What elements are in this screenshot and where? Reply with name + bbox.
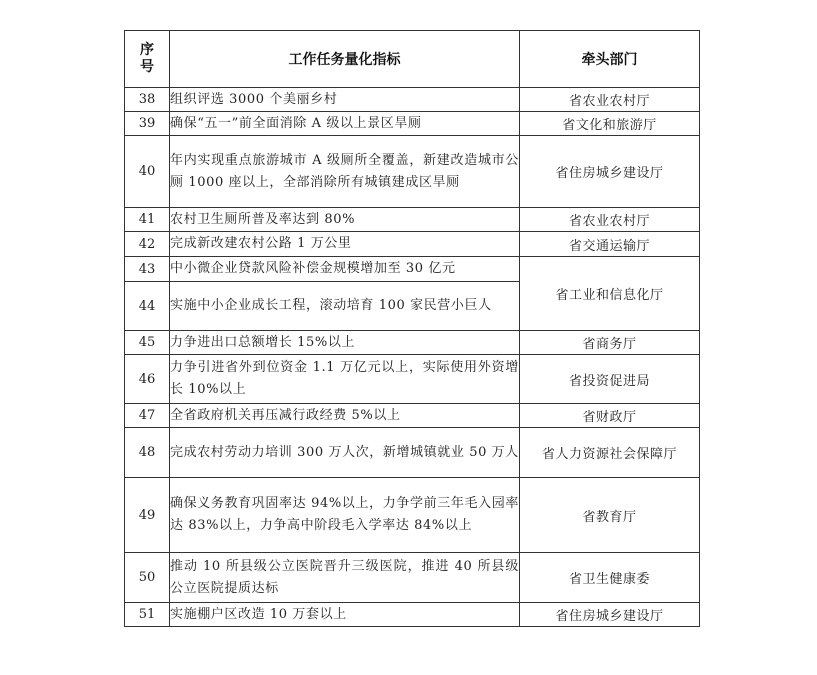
row-task: 完成农村劳动力培训 300 万人次，新增城镇就业 50 万人 bbox=[170, 428, 520, 478]
row-task: 完成新改建农村公路 1 万公里 bbox=[170, 232, 520, 257]
table-row bbox=[125, 553, 700, 603]
row-task: 确保义务教育巩固率达 94%以上，力争学前三年毛入园率达 83%以上，力争高中阶段毛入学率达 84%以上 bbox=[170, 478, 520, 553]
row-number: 42 bbox=[125, 232, 170, 257]
table-row bbox=[125, 208, 700, 232]
row-number: 46 bbox=[125, 355, 170, 404]
header-seq-label: 序 号 bbox=[140, 42, 154, 75]
row-task: 组织评选 3000 个美丽乡村 bbox=[170, 88, 520, 112]
row-dept: 省农业农村厅 bbox=[520, 208, 700, 232]
row-number: 50 bbox=[125, 553, 170, 603]
row-number: 48 bbox=[125, 428, 170, 478]
row-dept: 省卫生健康委 bbox=[520, 553, 700, 603]
table-row bbox=[125, 112, 700, 136]
task-table bbox=[124, 30, 700, 627]
row-dept: 省住房城乡建设厅 bbox=[520, 136, 700, 208]
row-task: 全省政府机关再压减行政经费 5%以上 bbox=[170, 404, 520, 428]
row-dept: 省财政厅 bbox=[520, 404, 700, 428]
header-seq bbox=[125, 31, 170, 88]
table-row bbox=[125, 428, 700, 478]
header-dept: 牵头部门 bbox=[520, 31, 700, 88]
row-task: 年内实现重点旅游城市 A 级厕所全覆盖，新建改造城市公厕 1000 座以上，全部消除所有城镇建成区旱厕 bbox=[170, 136, 520, 208]
table-row bbox=[125, 478, 700, 553]
row-task: 力争进出口总额增长 15%以上 bbox=[170, 331, 520, 355]
row-number: 44 bbox=[125, 282, 170, 331]
row-task: 实施棚户区改造 10 万套以上 bbox=[170, 603, 520, 627]
row-number: 45 bbox=[125, 331, 170, 355]
table-row bbox=[125, 232, 700, 257]
row-number: 41 bbox=[125, 208, 170, 232]
row-dept: 省农业农村厅 bbox=[520, 88, 700, 112]
table-row bbox=[125, 603, 700, 627]
row-number: 40 bbox=[125, 136, 170, 208]
row-dept: 省教育厅 bbox=[520, 478, 700, 553]
row-number: 47 bbox=[125, 404, 170, 428]
row-task: 力争引进省外到位资金 1.1 万亿元以上，实际使用外资增长 10%以上 bbox=[170, 355, 520, 404]
row-number: 43 bbox=[125, 257, 170, 282]
row-task: 农村卫生厕所普及率达到 80% bbox=[170, 208, 520, 232]
table-row bbox=[125, 88, 700, 112]
row-number: 38 bbox=[125, 88, 170, 112]
row-dept: 省住房城乡建设厅 bbox=[520, 603, 700, 627]
table-row bbox=[125, 355, 700, 404]
row-dept: 省工业和信息化厅 bbox=[520, 257, 700, 331]
row-dept: 省文化和旅游厅 bbox=[520, 112, 700, 136]
row-dept: 省商务厅 bbox=[520, 331, 700, 355]
row-task: 确保“五一”前全面消除 A 级以上景区旱厕 bbox=[170, 112, 520, 136]
row-task: 实施中小企业成长工程，滚动培育 100 家民营小巨人 bbox=[170, 282, 520, 331]
header-row bbox=[125, 31, 700, 88]
row-number: 51 bbox=[125, 603, 170, 627]
row-number: 49 bbox=[125, 478, 170, 553]
row-number: 39 bbox=[125, 112, 170, 136]
row-task: 推动 10 所县级公立医院晋升三级医院，推进 40 所县级公立医院提质达标 bbox=[170, 553, 520, 603]
row-task: 中小微企业贷款风险补偿金规模增加至 30 亿元 bbox=[170, 257, 520, 282]
header-task: 工作任务量化指标 bbox=[170, 31, 520, 88]
row-dept: 省交通运输厅 bbox=[520, 232, 700, 257]
table-row bbox=[125, 257, 700, 282]
table-row bbox=[125, 331, 700, 355]
row-dept: 省投资促进局 bbox=[520, 355, 700, 404]
row-dept: 省人力资源社会保障厅 bbox=[520, 428, 700, 478]
table-row bbox=[125, 404, 700, 428]
table-row bbox=[125, 136, 700, 208]
